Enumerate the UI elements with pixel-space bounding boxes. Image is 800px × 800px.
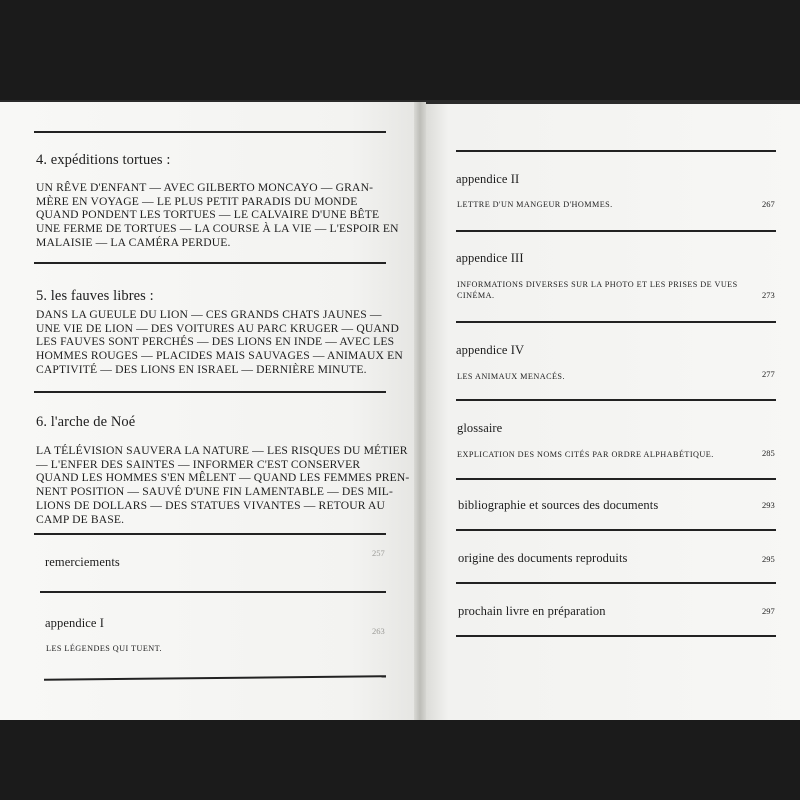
- contents-line: UNE VIE DE LION — DES VOITURES AU PARC KRUGER — QUAND: [36, 321, 399, 335]
- book-gutter: [414, 102, 426, 720]
- remerciements-heading: remerciements: [45, 555, 120, 569]
- section-rule: [456, 478, 776, 480]
- origine-heading: origine des documents reproduits: [458, 551, 628, 565]
- remerciements-page-number: 257: [372, 548, 385, 558]
- section-rule: [34, 391, 386, 393]
- section-4-heading: 4. expéditions tortues :: [36, 152, 171, 168]
- appendice-3-heading: appendice III: [456, 251, 524, 265]
- appendice-4-heading: appendice IV: [456, 343, 525, 357]
- appendice-2-entry: LETTRE D'UN MANGEUR D'HOMMES.: [457, 200, 613, 209]
- prochain-livre-page-number: 297: [762, 606, 775, 616]
- contents-line: MÈRE EN VOYAGE — LE PLUS PETIT PARADIS DU MONDE: [36, 194, 358, 208]
- glossaire-page-number: 285: [762, 448, 775, 458]
- contents-line: LA TÉLÉVISION SAUVERA LA NATURE — LES RISQUES DU MÉTIER: [36, 444, 408, 457]
- contents-line: NENT POSITION — SAUVÉ D'UNE FIN LAMENTABLE — DES MIL-: [36, 485, 394, 499]
- glossaire-heading: glossaire: [457, 421, 503, 435]
- background-top: [0, 0, 800, 100]
- bibliographie-page-number: 293: [762, 500, 775, 510]
- section-rule: [34, 262, 386, 264]
- contents-line: LES FAUVES SONT PERCHÉS — DES LIONS EN INDE — AVEC LES: [36, 335, 395, 349]
- contents-line: QUAND LES HOMMES S'EN MÊLENT — QUAND LES FEMMES PREN-: [36, 471, 410, 485]
- appendice-2-heading: appendice II: [456, 172, 520, 186]
- contents-line: QUAND PONDENT LES TORTUES — LE CALVAIRE D'UNE BÊTE: [36, 208, 380, 222]
- section-rule: [34, 533, 386, 535]
- section-4-contents: [36, 181, 399, 250]
- appendice-4-entry: LES ANIMAUX MENACÉS.: [457, 372, 565, 381]
- prochain-livre-heading: prochain livre en préparation: [458, 604, 606, 618]
- appendice-3-entry-line-1: INFORMATIONS DIVERSES SUR LA PHOTO ET LES PRISES DE VUES: [457, 280, 738, 289]
- contents-line: DANS LA GUEULE DU LION — CES GRANDS CHATS JAUNES —: [36, 308, 382, 321]
- contents-line: CAMP DE BASE.: [36, 512, 125, 526]
- appendice-1-page-number: 263: [372, 626, 385, 636]
- appendice-3-page-number: 273: [762, 290, 775, 300]
- section-rule: [456, 635, 776, 637]
- bibliographie-heading: bibliographie et sources des documents: [458, 498, 659, 512]
- section-rule: [456, 582, 776, 584]
- section-rule: [456, 321, 776, 323]
- appendice-1-entry: LES LÉGENDES QUI TUENT.: [46, 644, 163, 653]
- section-rule: [456, 150, 776, 152]
- appendice-2-page-number: 267: [762, 199, 775, 209]
- origine-page-number: 295: [762, 554, 775, 564]
- section-5-contents: [36, 308, 403, 377]
- glossaire-entry: EXPLICATION DES NOMS CITÉS PAR ORDRE ALPHABÉTIQUE.: [457, 450, 714, 459]
- section-rule: [34, 131, 386, 133]
- contents-line: LIONS DE DOLLARS — DES STATUES VIVANTES — RETOUR AU: [36, 498, 386, 512]
- section-6-contents: [36, 444, 409, 526]
- appendice-3-entry-line-2: CINÉMA.: [457, 291, 495, 300]
- contents-line: UNE FERME DE TORTUES — LA COURSE À LA VIE — L'ESPOIR EN: [36, 222, 399, 236]
- appendice-4-page-number: 277: [762, 369, 775, 379]
- contents-line: HOMMES ROUGES — PLACIDES MAIS SAUVAGES — ANIMAUX EN: [36, 349, 403, 363]
- section-5-heading: 5. les fauves libres :: [36, 288, 154, 304]
- appendice-1-heading: appendice I: [45, 616, 105, 630]
- right-page: [426, 104, 800, 720]
- section-rule: [456, 230, 776, 232]
- contents-line: CAPTIVITÉ — DES LIONS EN ISRAEL — DERNIÈRE MINUTE.: [36, 362, 367, 376]
- section-rule: [44, 675, 386, 680]
- left-page: [0, 102, 414, 720]
- section-rule: [456, 529, 776, 531]
- section-rule: [456, 399, 776, 401]
- section-rule: [40, 591, 386, 593]
- contents-line: — L'ENFER DES SAINTES — INFORMER C'EST CONSERVER: [36, 457, 361, 471]
- contents-line: MALAISIE — LA CAMÉRA PERDUE.: [36, 235, 231, 249]
- section-6-heading: 6. l'arche de Noé: [36, 414, 136, 430]
- contents-line: UN RÊVE D'ENFANT — AVEC GILBERTO MONCAYO — GRAN-: [36, 181, 374, 194]
